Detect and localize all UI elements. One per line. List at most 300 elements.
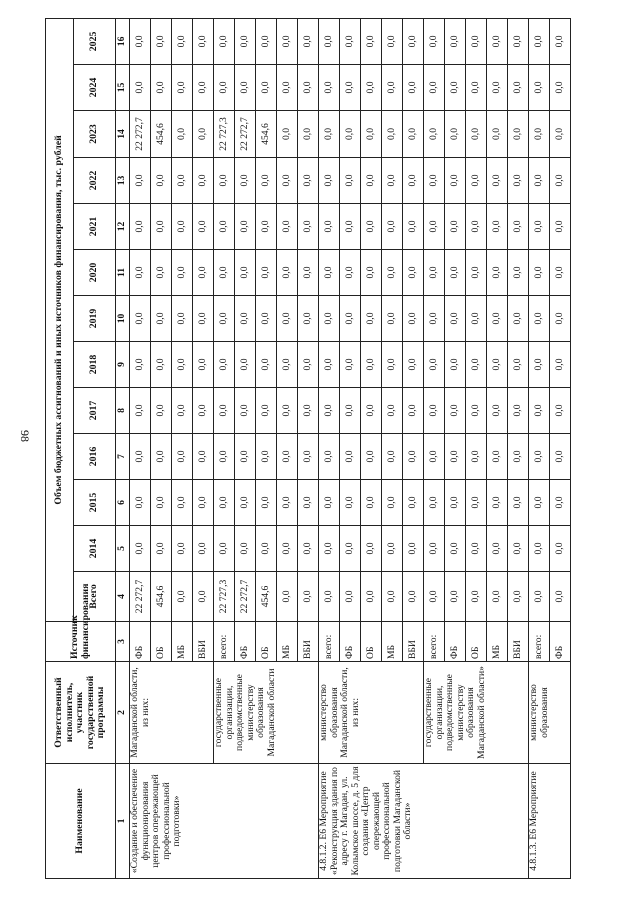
year-value-cell: 0,0 <box>361 111 382 158</box>
total-cell: 0,0 <box>508 572 529 622</box>
year-value-cell: 0,0 <box>319 111 340 158</box>
year-value-cell: 0,0 <box>235 250 256 296</box>
year-value-cell: 0,0 <box>382 342 403 388</box>
total-cell: 0,0 <box>529 572 550 622</box>
total-cell: 0,0 <box>277 572 298 622</box>
year-value-cell: 0,0 <box>361 480 382 526</box>
year-value-cell: 0,0 <box>151 158 172 204</box>
year-value-cell: 0,0 <box>340 158 361 204</box>
year-value-cell: 0,0 <box>361 434 382 480</box>
year-value-cell: 0,0 <box>130 204 151 250</box>
year-value-cell: 0,0 <box>235 434 256 480</box>
column-number: 13 <box>116 158 130 204</box>
year-value-cell: 0,0 <box>256 158 277 204</box>
year-value-cell: 0,0 <box>319 480 340 526</box>
year-value-cell: 0,0 <box>445 111 466 158</box>
year-value-cell: 0,0 <box>277 342 298 388</box>
year-value-cell: 0,0 <box>529 434 550 480</box>
year-value-cell: 0,0 <box>529 526 550 572</box>
year-value-cell: 0,0 <box>235 296 256 342</box>
measure-name: «Создание и обеспечение функционирования центров опережающей профессиональной подготовки» <box>130 764 319 879</box>
year-value-cell: 0,0 <box>319 296 340 342</box>
year-value-cell: 0,0 <box>130 388 151 434</box>
measure-name: 4.8.1.3. Е6 Мероприятие <box>529 764 571 879</box>
year-value-cell: 0,0 <box>508 204 529 250</box>
year-value-cell: 0,0 <box>256 204 277 250</box>
total-cell: 0,0 <box>361 572 382 622</box>
source-cell: МБ <box>172 622 193 662</box>
year-value-cell: 22 727,3 <box>214 111 235 158</box>
header-executor: Ответственный исполнитель, участник государственной программы <box>46 662 116 764</box>
executor-cell: государственные организации, подведомственные министерству образования Магаданской области <box>214 662 319 764</box>
year-value-cell: 0,0 <box>256 250 277 296</box>
year-value-cell: 0,0 <box>403 388 424 434</box>
year-value-cell: 0,0 <box>193 480 214 526</box>
year-value-cell: 0,0 <box>172 111 193 158</box>
year-value-cell: 0,0 <box>487 250 508 296</box>
page-number: 98 <box>18 430 32 442</box>
year-value-cell: 0,0 <box>319 18 340 64</box>
year-value-cell: 0,0 <box>340 388 361 434</box>
source-cell: всего: <box>214 622 235 662</box>
year-value-cell: 0,0 <box>256 18 277 64</box>
year-value-cell: 0,0 <box>529 388 550 434</box>
year-value-cell: 0,0 <box>235 65 256 111</box>
source-cell: МБ <box>382 622 403 662</box>
executor-cell: министерство образования <box>529 662 571 764</box>
year-value-cell: 0,0 <box>151 388 172 434</box>
year-value-cell: 0,0 <box>214 204 235 250</box>
column-number: 1 <box>116 764 130 879</box>
table-row <box>214 18 235 878</box>
year-value-cell: 0,0 <box>151 204 172 250</box>
column-number: 6 <box>116 480 130 526</box>
year-value-cell: 0,0 <box>277 158 298 204</box>
year-value-cell: 0,0 <box>172 204 193 250</box>
year-value-cell: 0,0 <box>529 296 550 342</box>
year-value-cell: 0,0 <box>214 65 235 111</box>
year-value-cell: 0,0 <box>340 526 361 572</box>
total-cell: 454,6 <box>256 572 277 622</box>
year-value-cell: 0,0 <box>214 158 235 204</box>
year-value-cell: 0,0 <box>487 18 508 64</box>
year-value-cell: 0,0 <box>130 296 151 342</box>
year-value-cell: 0,0 <box>508 158 529 204</box>
total-cell: 454,6 <box>151 572 172 622</box>
year-value-cell: 0,0 <box>550 434 571 480</box>
year-value-cell: 0,0 <box>529 342 550 388</box>
year-value-cell: 0,0 <box>550 342 571 388</box>
year-value-cell: 0,0 <box>403 434 424 480</box>
year-value-cell: 0,0 <box>151 526 172 572</box>
year-value-cell: 0,0 <box>298 526 319 572</box>
year-value-cell: 0,0 <box>319 388 340 434</box>
year-value-cell: 0,0 <box>382 434 403 480</box>
year-value-cell: 0,0 <box>340 250 361 296</box>
year-value-cell: 0,0 <box>277 204 298 250</box>
header-year: 2020 <box>74 250 116 296</box>
year-value-cell: 0,0 <box>172 480 193 526</box>
year-value-cell: 0,0 <box>256 388 277 434</box>
year-value-cell: 0,0 <box>340 204 361 250</box>
year-value-cell: 0,0 <box>193 526 214 572</box>
year-value-cell: 0,0 <box>550 480 571 526</box>
year-value-cell: 0,0 <box>529 111 550 158</box>
year-value-cell: 0,0 <box>424 158 445 204</box>
year-value-cell: 0,0 <box>319 158 340 204</box>
total-cell: 0,0 <box>193 572 214 622</box>
column-number: 12 <box>116 204 130 250</box>
year-value-cell: 454,6 <box>151 111 172 158</box>
year-value-cell: 0,0 <box>277 388 298 434</box>
year-value-cell: 0,0 <box>298 250 319 296</box>
year-value-cell: 0,0 <box>487 342 508 388</box>
year-value-cell: 0,0 <box>403 111 424 158</box>
year-value-cell: 0,0 <box>382 296 403 342</box>
year-value-cell: 0,0 <box>424 204 445 250</box>
year-value-cell: 0,0 <box>256 526 277 572</box>
year-value-cell: 0,0 <box>466 158 487 204</box>
year-value-cell: 0,0 <box>172 250 193 296</box>
year-value-cell: 0,0 <box>298 65 319 111</box>
year-value-cell: 0,0 <box>172 434 193 480</box>
year-value-cell: 0,0 <box>466 250 487 296</box>
year-value-cell: 0,0 <box>151 296 172 342</box>
year-value-cell: 0,0 <box>361 526 382 572</box>
year-value-cell: 0,0 <box>487 65 508 111</box>
year-value-cell: 0,0 <box>172 342 193 388</box>
year-value-cell: 0,0 <box>508 480 529 526</box>
total-cell: 0,0 <box>319 572 340 622</box>
year-value-cell: 0,0 <box>382 18 403 64</box>
year-value-cell: 0,0 <box>403 296 424 342</box>
year-value-cell: 0,0 <box>151 65 172 111</box>
year-value-cell: 0,0 <box>487 158 508 204</box>
year-value-cell: 0,0 <box>172 388 193 434</box>
year-value-cell: 0,0 <box>382 480 403 526</box>
executor-cell: государственные организации, подведомственные министерству образования Магаданской области» <box>424 662 529 764</box>
year-value-cell: 0,0 <box>403 342 424 388</box>
year-value-cell: 0,0 <box>424 388 445 434</box>
table-row <box>424 18 445 878</box>
year-value-cell: 0,0 <box>487 204 508 250</box>
year-value-cell: 0,0 <box>529 65 550 111</box>
year-value-cell: 0,0 <box>130 342 151 388</box>
year-value-cell: 0,0 <box>550 296 571 342</box>
year-value-cell: 22 272,7 <box>235 111 256 158</box>
year-value-cell: 0,0 <box>424 250 445 296</box>
year-value-cell: 0,0 <box>193 158 214 204</box>
year-value-cell: 0,0 <box>172 65 193 111</box>
year-value-cell: 0,0 <box>550 18 571 64</box>
source-cell: ОБ <box>151 622 172 662</box>
year-value-cell: 0,0 <box>508 65 529 111</box>
year-value-cell: 0,0 <box>508 250 529 296</box>
year-value-cell: 0,0 <box>382 158 403 204</box>
table-row <box>130 18 151 878</box>
year-value-cell: 0,0 <box>361 65 382 111</box>
year-value-cell: 0,0 <box>445 480 466 526</box>
year-value-cell: 0,0 <box>130 526 151 572</box>
header-year: 2019 <box>74 296 116 342</box>
column-number-row <box>116 18 130 878</box>
source-cell: ВБИ <box>193 622 214 662</box>
year-value-cell: 0,0 <box>508 18 529 64</box>
total-cell: 22 727,3 <box>214 572 235 622</box>
year-value-cell: 0,0 <box>550 388 571 434</box>
year-value-cell: 0,0 <box>214 296 235 342</box>
source-cell: ОБ <box>466 622 487 662</box>
source-cell: ВБИ <box>508 622 529 662</box>
year-value-cell: 0,0 <box>277 18 298 64</box>
header-year: 2024 <box>74 65 116 111</box>
year-value-cell: 0,0 <box>130 434 151 480</box>
year-value-cell: 0,0 <box>466 388 487 434</box>
header-total: Всего <box>74 572 116 622</box>
year-value-cell: 0,0 <box>466 296 487 342</box>
header-year: 2015 <box>74 480 116 526</box>
column-number: 10 <box>116 296 130 342</box>
year-value-cell: 0,0 <box>214 250 235 296</box>
year-value-cell: 0,0 <box>550 250 571 296</box>
year-value-cell: 0,0 <box>193 250 214 296</box>
year-value-cell: 0,0 <box>550 111 571 158</box>
year-value-cell: 0,0 <box>487 111 508 158</box>
source-cell: МБ <box>277 622 298 662</box>
column-number: 8 <box>116 388 130 434</box>
column-number: 4 <box>116 572 130 622</box>
header-source: Источник финансирования <box>46 622 116 662</box>
year-value-cell: 0,0 <box>277 296 298 342</box>
year-value-cell: 0,0 <box>466 526 487 572</box>
year-value-cell: 0,0 <box>382 111 403 158</box>
year-value-cell: 0,0 <box>361 342 382 388</box>
column-number: 2 <box>116 662 130 764</box>
year-value-cell: 454,6 <box>256 111 277 158</box>
year-value-cell: 0,0 <box>508 342 529 388</box>
year-value-cell: 0,0 <box>298 204 319 250</box>
year-value-cell: 0,0 <box>508 434 529 480</box>
year-value-cell: 0,0 <box>466 342 487 388</box>
year-value-cell: 0,0 <box>466 434 487 480</box>
year-value-cell: 0,0 <box>424 296 445 342</box>
header-volume: Объем бюджетных ассигнований и иных источников финансирования, тыс. рублей <box>46 18 74 621</box>
year-value-cell: 0,0 <box>340 65 361 111</box>
year-value-cell: 0,0 <box>235 342 256 388</box>
year-value-cell: 0,0 <box>445 65 466 111</box>
year-value-cell: 0,0 <box>193 111 214 158</box>
year-value-cell: 0,0 <box>151 480 172 526</box>
year-value-cell: 0,0 <box>340 480 361 526</box>
year-value-cell: 0,0 <box>445 526 466 572</box>
year-value-cell: 0,0 <box>298 296 319 342</box>
source-cell: всего: <box>319 622 340 662</box>
year-value-cell: 0,0 <box>151 250 172 296</box>
year-value-cell: 0,0 <box>130 65 151 111</box>
year-value-cell: 0,0 <box>382 204 403 250</box>
year-value-cell: 0,0 <box>298 18 319 64</box>
source-cell: ФБ <box>340 622 361 662</box>
year-value-cell: 0,0 <box>340 111 361 158</box>
year-value-cell: 0,0 <box>277 65 298 111</box>
year-value-cell: 0,0 <box>130 18 151 64</box>
year-value-cell: 0,0 <box>487 434 508 480</box>
total-cell: 0,0 <box>382 572 403 622</box>
header-year: 2018 <box>74 342 116 388</box>
column-number: 11 <box>116 250 130 296</box>
year-value-cell: 22 272,7 <box>130 111 151 158</box>
year-value-cell: 0,0 <box>235 18 256 64</box>
year-value-cell: 0,0 <box>214 388 235 434</box>
source-cell: ВБИ <box>298 622 319 662</box>
year-value-cell: 0,0 <box>382 250 403 296</box>
year-value-cell: 0,0 <box>340 342 361 388</box>
year-value-cell: 0,0 <box>445 296 466 342</box>
year-value-cell: 0,0 <box>487 388 508 434</box>
executor-cell: министерство образования Магаданской области, из них: <box>319 662 424 764</box>
total-cell: 0,0 <box>487 572 508 622</box>
year-value-cell: 0,0 <box>214 480 235 526</box>
year-value-cell: 0,0 <box>340 296 361 342</box>
year-value-cell: 0,0 <box>403 158 424 204</box>
source-cell: всего: <box>529 622 550 662</box>
year-value-cell: 0,0 <box>445 204 466 250</box>
table-row <box>529 18 550 878</box>
year-value-cell: 0,0 <box>172 18 193 64</box>
header-year: 2016 <box>74 434 116 480</box>
year-value-cell: 0,0 <box>214 342 235 388</box>
year-value-cell: 0,0 <box>403 204 424 250</box>
year-value-cell: 0,0 <box>508 111 529 158</box>
year-value-cell: 0,0 <box>298 388 319 434</box>
year-value-cell: 0,0 <box>340 18 361 64</box>
year-value-cell: 0,0 <box>214 526 235 572</box>
year-value-cell: 0,0 <box>298 434 319 480</box>
year-value-cell: 0,0 <box>508 526 529 572</box>
year-value-cell: 0,0 <box>298 158 319 204</box>
year-value-cell: 0,0 <box>130 158 151 204</box>
header-year: 2022 <box>74 158 116 204</box>
year-value-cell: 0,0 <box>256 342 277 388</box>
year-value-cell: 0,0 <box>193 388 214 434</box>
year-value-cell: 0,0 <box>382 526 403 572</box>
year-value-cell: 0,0 <box>529 204 550 250</box>
year-value-cell: 0,0 <box>235 480 256 526</box>
year-value-cell: 0,0 <box>256 434 277 480</box>
year-value-cell: 0,0 <box>298 111 319 158</box>
year-value-cell: 0,0 <box>550 65 571 111</box>
column-number: 7 <box>116 434 130 480</box>
year-value-cell: 0,0 <box>487 296 508 342</box>
year-value-cell: 0,0 <box>277 250 298 296</box>
header-year: 2014 <box>74 526 116 572</box>
year-value-cell: 0,0 <box>424 65 445 111</box>
year-value-cell: 0,0 <box>550 204 571 250</box>
year-value-cell: 0,0 <box>508 296 529 342</box>
total-cell: 0,0 <box>172 572 193 622</box>
year-value-cell: 0,0 <box>445 342 466 388</box>
total-cell: 0,0 <box>550 572 571 622</box>
year-value-cell: 0,0 <box>403 526 424 572</box>
year-value-cell: 0,0 <box>361 204 382 250</box>
year-value-cell: 0,0 <box>256 296 277 342</box>
year-value-cell: 0,0 <box>256 480 277 526</box>
year-value-cell: 0,0 <box>424 111 445 158</box>
year-value-cell: 0,0 <box>151 18 172 64</box>
column-number: 15 <box>116 65 130 111</box>
year-value-cell: 0,0 <box>445 18 466 64</box>
year-value-cell: 0,0 <box>340 434 361 480</box>
year-value-cell: 0,0 <box>172 526 193 572</box>
year-value-cell: 0,0 <box>361 250 382 296</box>
column-number: 3 <box>116 622 130 662</box>
year-value-cell: 0,0 <box>403 65 424 111</box>
year-value-cell: 0,0 <box>550 526 571 572</box>
year-value-cell: 0,0 <box>130 250 151 296</box>
measure-name: 4.8.1.2. Е6 Мероприятие «Реконструкция здания по адресу г. Магадан, ул. Колымское шоссе, д. 5 для создания «Центр опережающей профессиональной подготовки Магаданской области» <box>319 764 529 879</box>
executor-cell: Магаданской области, из них: <box>130 662 214 764</box>
column-number: 5 <box>116 526 130 572</box>
column-number: 9 <box>116 342 130 388</box>
year-value-cell: 0,0 <box>424 342 445 388</box>
year-value-cell: 0,0 <box>256 65 277 111</box>
year-value-cell: 0,0 <box>214 434 235 480</box>
source-cell: ВБИ <box>403 622 424 662</box>
total-cell: 22 272,7 <box>130 572 151 622</box>
source-cell: всего: <box>424 622 445 662</box>
total-cell: 22 272,7 <box>235 572 256 622</box>
year-value-cell: 0,0 <box>277 434 298 480</box>
year-value-cell: 0,0 <box>235 204 256 250</box>
year-value-cell: 0,0 <box>193 296 214 342</box>
source-cell: ФБ <box>550 622 571 662</box>
year-value-cell: 0,0 <box>214 18 235 64</box>
year-value-cell: 0,0 <box>235 526 256 572</box>
year-value-cell: 0,0 <box>193 65 214 111</box>
rotated-page <box>45 19 565 879</box>
year-value-cell: 0,0 <box>403 18 424 64</box>
year-value-cell: 0,0 <box>361 388 382 434</box>
year-value-cell: 0,0 <box>403 480 424 526</box>
year-value-cell: 0,0 <box>361 18 382 64</box>
year-value-cell: 0,0 <box>508 388 529 434</box>
year-value-cell: 0,0 <box>193 434 214 480</box>
year-value-cell: 0,0 <box>445 388 466 434</box>
year-value-cell: 0,0 <box>172 296 193 342</box>
year-value-cell: 0,0 <box>487 526 508 572</box>
year-value-cell: 0,0 <box>235 158 256 204</box>
total-cell: 0,0 <box>424 572 445 622</box>
source-cell: ОБ <box>361 622 382 662</box>
year-value-cell: 0,0 <box>193 342 214 388</box>
year-value-cell: 0,0 <box>424 526 445 572</box>
year-value-cell: 0,0 <box>277 526 298 572</box>
year-value-cell: 0,0 <box>466 65 487 111</box>
header-year: 2017 <box>74 388 116 434</box>
year-value-cell: 0,0 <box>172 158 193 204</box>
header-year: 2021 <box>74 204 116 250</box>
year-value-cell: 0,0 <box>235 388 256 434</box>
year-value-cell: 0,0 <box>151 434 172 480</box>
year-value-cell: 0,0 <box>466 111 487 158</box>
year-value-cell: 0,0 <box>193 18 214 64</box>
year-value-cell: 0,0 <box>487 480 508 526</box>
year-value-cell: 0,0 <box>445 250 466 296</box>
year-value-cell: 0,0 <box>403 250 424 296</box>
year-value-cell: 0,0 <box>529 250 550 296</box>
table-row <box>319 18 340 878</box>
year-value-cell: 0,0 <box>466 204 487 250</box>
